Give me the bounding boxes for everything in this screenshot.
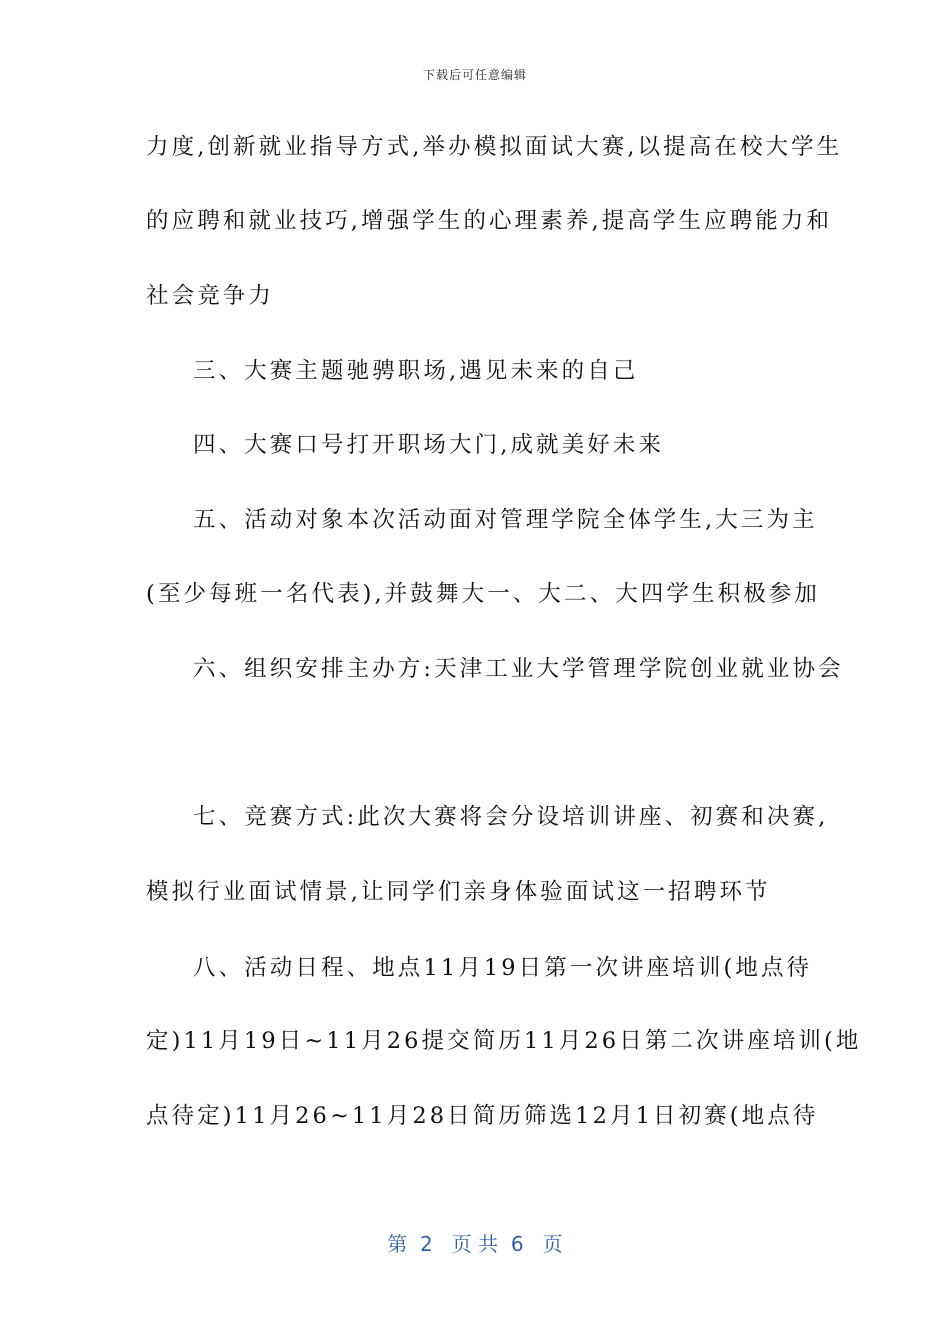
section-heading-6: 六、组织安排主办方:天津工业大学管理学院创业就业协会 [193, 656, 844, 682]
section-heading-3: 三、大赛主题驰骋职场,遇见未来的自己 [193, 358, 639, 384]
body-line: 模拟行业面试情景,让同学们亲身体验面试这一招聘环节 [146, 879, 771, 905]
body-line: 社会竞争力 [146, 283, 275, 309]
page-header: 下载后可任意编辑 [422, 68, 527, 82]
body-line: (至少每班一名代表),并鼓舞大一、大二、大四学生积极参加 [146, 581, 821, 607]
section-heading-8: 八、活动日程、地点11月19日第一次讲座培训(地点待 [193, 955, 813, 981]
body-line: 点待定)11月26~11月28日简历筛选12月1日初赛(地点待 [146, 1103, 819, 1129]
section-heading-5: 五、活动对象本次活动面对管理学院全体学生,大三为主 [193, 507, 818, 533]
page-footer: 第 2 页 共 6 页 [387, 1232, 563, 1256]
body-line: 力度,创新就业指导方式,举办模拟面试大赛,以提高在校大学生 [146, 134, 843, 160]
body-line: 的应聘和就业技巧,增强学生的心理素养,提高学生应聘能力和 [146, 208, 833, 234]
section-heading-4: 四、大赛口号打开职场大门,成就美好未来 [193, 432, 665, 458]
section-heading-7: 七、竞赛方式:此次大赛将会分设培训讲座、初赛和决赛, [193, 804, 829, 830]
body-line: 定)11月19日~11月26提交简历11月26日第二次讲座培训(地 [146, 1028, 862, 1054]
